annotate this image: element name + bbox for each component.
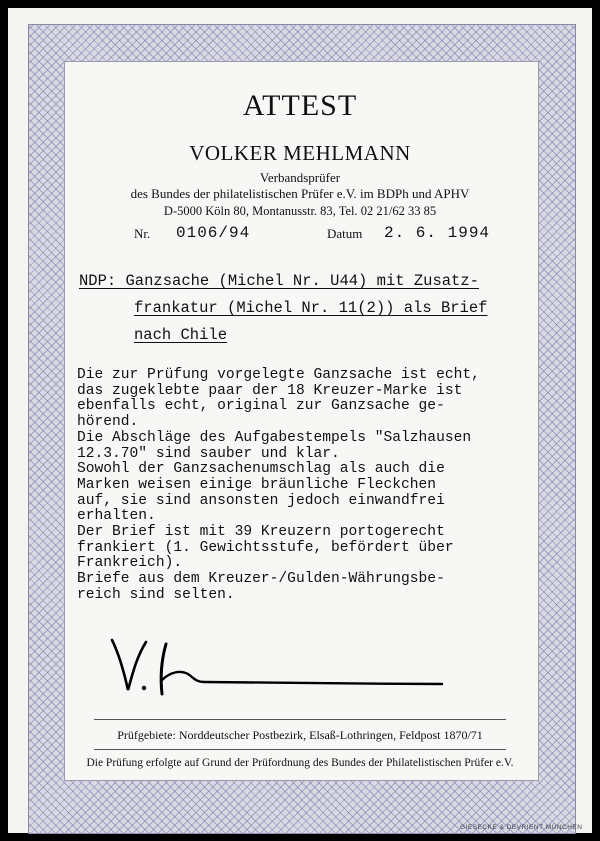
datum-value: 2. 6. 1994 xyxy=(384,224,491,242)
nr-label: Nr. xyxy=(134,226,151,241)
footer-divider xyxy=(94,719,506,720)
body-line: erhalten. xyxy=(77,508,156,525)
body-line: frankiert (1. Gewichtsstufe, befördert über xyxy=(77,539,454,556)
body-line: Briefe aus dem Kreuzer-/Gulden-Währungsbe- xyxy=(77,571,445,588)
examiner-organization: des Bundes der philatelistischen Prüfer e.V. im BDPh und APHV xyxy=(130,186,470,201)
footer-pruefgebiete: Prüfgebiete: Norddeutscher Postbezirk, Elsaß-Lothringen, Feldpost 1870/71 xyxy=(117,728,483,742)
body-line: Frankreich). xyxy=(77,555,183,572)
body-line: Sowohl der Ganzsachenumschlag als auch die xyxy=(77,461,445,478)
datum-label: Datum xyxy=(327,226,363,241)
body-line: Der Brief ist mit 39 Kreuzern portogerecht xyxy=(77,524,445,541)
examiner-address: D-5000 Köln 80, Montanusstr. 83, Tel. 02 21/62 33 85 xyxy=(163,204,437,218)
handwritten-signature xyxy=(100,632,460,702)
body-line: hörend. xyxy=(77,414,139,431)
examiner-role: Verbandsprüfer xyxy=(259,170,341,185)
certificate-title: ATTEST xyxy=(242,89,358,122)
body-line: auf, sie sind ansonsten jedoch einwandfrei xyxy=(77,492,445,509)
subject-line: nach Chile xyxy=(134,326,228,344)
subject-line: frankatur (Michel Nr. 11(2)) als Brief xyxy=(134,299,488,317)
body-line: das zugeklebte paar der 18 Kreuzer-Marke ist xyxy=(77,382,463,399)
body-line: Die zur Prüfung vorgelegte Ganzsache ist echt, xyxy=(77,367,480,383)
body-line: Die Abschläge des Aufgabestempels "Salzhausen xyxy=(77,429,472,446)
nr-value: 0106/94 xyxy=(176,224,251,242)
examiner-name: VOLKER MEHLMANN xyxy=(189,141,411,165)
certificate-body xyxy=(77,368,547,604)
printer-imprint: GIESECKE & DEVRIENT MÜNCHEN xyxy=(460,824,583,831)
body-line: reich sind selten. xyxy=(77,586,235,603)
body-line: Marken weisen einige bräunliche Fleckchen xyxy=(77,476,437,493)
subject-line: NDP: Ganzsache (Michel Nr. U44) mit Zusatz- xyxy=(79,272,479,290)
footer-divider xyxy=(94,749,506,750)
body-line: 12.3.70" sind sauber und klar. xyxy=(77,445,340,462)
footer-note: Die Prüfung erfolgte auf Grund der Prüfordnung des Bundes der Philatelistischen Prüfer e.V. xyxy=(86,757,514,769)
body-line: ebenfalls echt, original zur Ganzsache ge- xyxy=(77,398,445,415)
subject-block xyxy=(79,268,539,349)
